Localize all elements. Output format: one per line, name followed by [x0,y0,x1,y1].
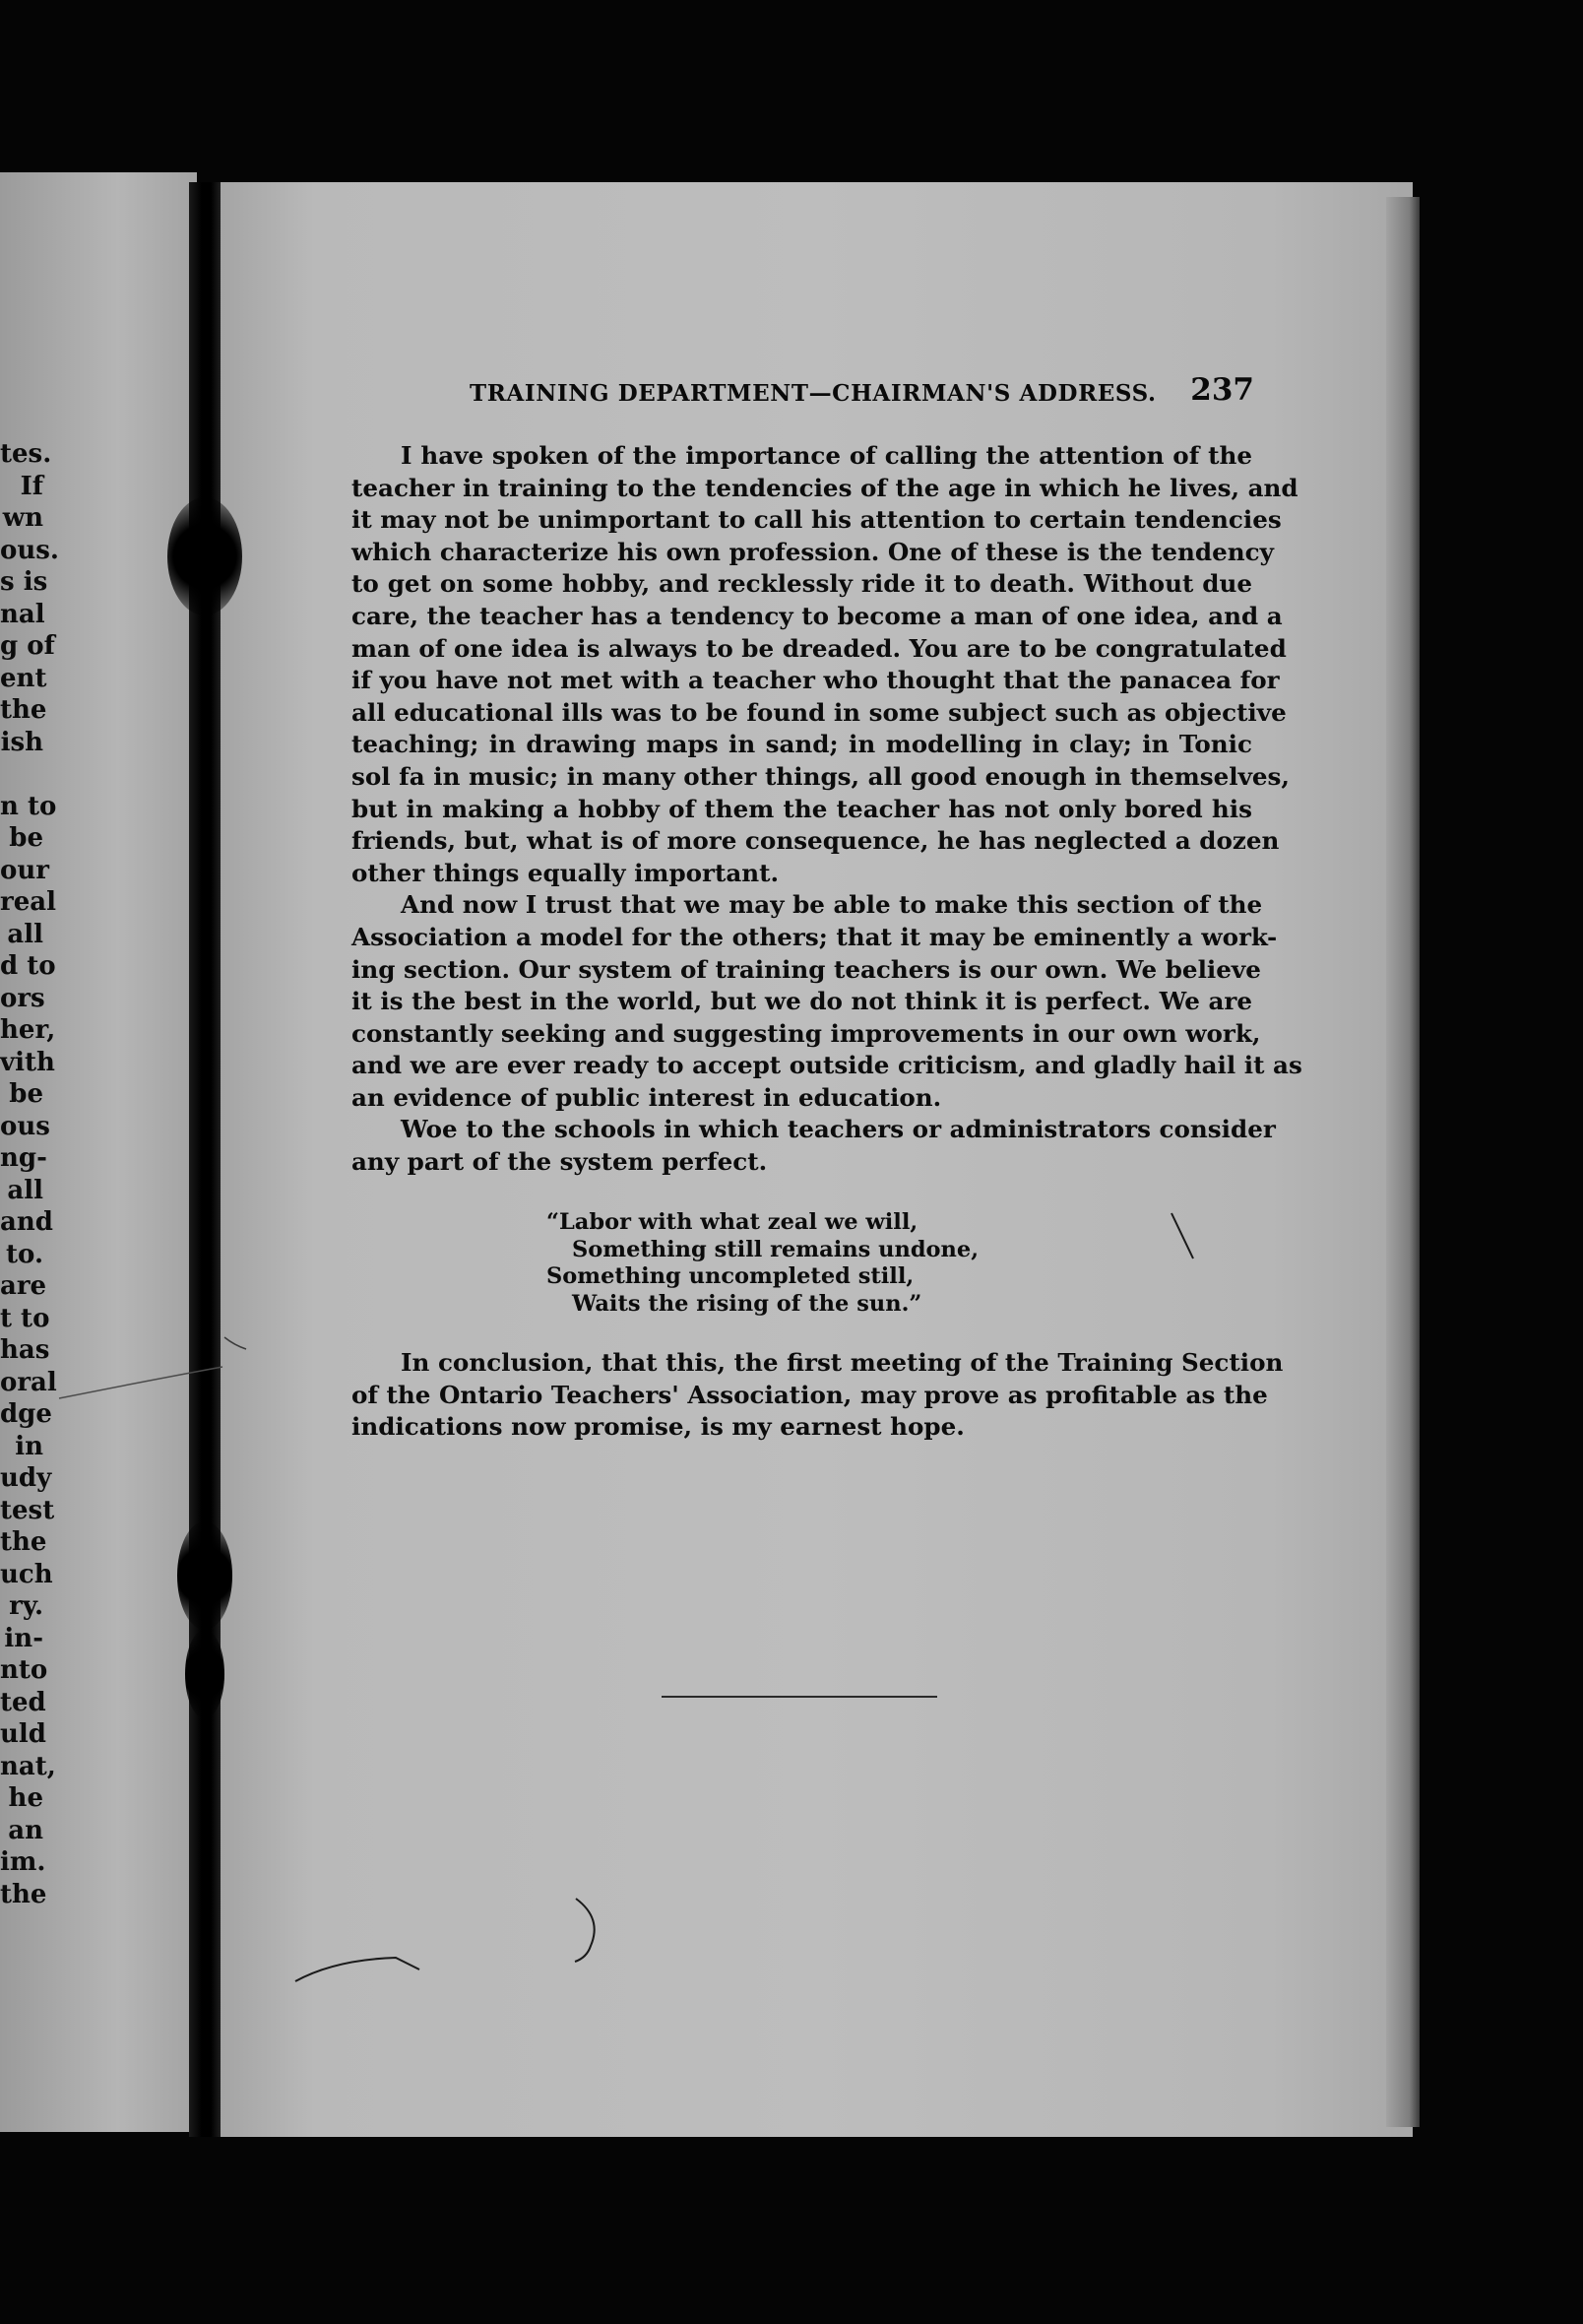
text-line: Association a model for the others; that it may be eminently a work- [351,922,1278,951]
pencil-stroke [224,1337,246,1349]
fragment-line: ted [0,1687,46,1717]
fragment-line: im. [0,1847,46,1877]
fragment-line: to. [6,1239,43,1269]
poem-line: Something still remains undone, [572,1236,980,1262]
fragment-line: If [20,471,43,501]
text-line: indications now promise, is my earnest hope. [351,1412,965,1442]
fragment-line: are [0,1271,47,1301]
fragment-line: an [8,1815,43,1845]
fragment-line: nat, [0,1751,56,1781]
pencil-stroke [295,1958,419,1981]
text-line: ing section. Our system of training teachers is our own. We believe [351,954,1261,984]
running-head-title: TRAINING DEPARTMENT—CHAIRMAN'S ADDRESS. [470,380,1157,407]
fragment-line: ous. [0,535,59,565]
fragment-line: ors [0,983,45,1013]
fragment-line: dge [0,1399,52,1429]
fragment-line: d to [0,951,56,981]
fragment-line: udy [0,1463,52,1493]
fragment-line: the [0,1527,47,1557]
fragment-line: nal [0,599,45,629]
text-line: any part of the system perfect. [351,1147,768,1177]
fragment-line: s is [0,567,48,597]
fragment-line: our [0,855,49,885]
fragment-line: ng- [0,1143,47,1173]
fragment-line: tes. [0,439,52,469]
text-line: teacher in training to the tendencies of the age in which he lives, and [351,473,1298,502]
fragment-line: vith [0,1047,55,1077]
fragment-line: be [9,823,43,853]
fragment-line: nto [0,1655,48,1685]
poem-line: “Labor with what zeal we will, [546,1209,918,1235]
text-line: constantly seeking and suggesting improvements in our own work, [351,1018,1261,1048]
text-line: it is the best in the world, but we do not think it is perfect. We are [351,987,1252,1016]
text-line: all educational ills was to be found in some subject such as objective [351,697,1287,727]
fragment-line: n to [0,791,57,821]
fragment-line: real [0,887,56,917]
fragment-line: in [15,1431,43,1461]
fragment-line: all [7,919,43,949]
pencil-stroke [59,1367,222,1398]
text-line: I have spoken of the importance of calling the attention of the [401,441,1252,470]
fragment-line: her, [0,1015,56,1045]
text-line: if you have not met with a teacher who thought that the panacea for [351,666,1280,695]
text-line: care, the teacher has a tendency to become a man of one idea, and a [351,601,1283,630]
pencil-stroke [575,1899,595,1962]
fragment-line: oral [0,1367,57,1397]
text-line: to get on some hobby, and recklessly ride it to death. Without due [351,569,1252,599]
fragment-line: he [8,1783,43,1813]
fragment-line: ry. [9,1591,43,1621]
fragment-line: wn [2,503,43,533]
fragment-line: ent [0,663,47,693]
fragment-line: all [7,1175,43,1205]
fragment-line: has [0,1335,50,1365]
text-line: other things equally important. [351,858,780,887]
fragment-line: in- [4,1623,43,1653]
poem-line: Something uncompleted still, [546,1263,915,1290]
fragment-line: ish [0,727,43,757]
text-line: In conclusion, that this, the first meeting of the Training Section [401,1348,1284,1377]
fragment-line: ous [0,1111,50,1141]
fragment-line: test [0,1495,55,1525]
fragment-line: be [9,1079,43,1109]
pencil-stroke [1171,1213,1193,1259]
page-number: 237 [1190,372,1254,408]
fragment-line: the [0,695,47,725]
text-line: which characterize his own profession. One of these is the tendency [351,537,1274,566]
text-line: man of one idea is always to be dreaded. You are to be congratulated [351,633,1287,663]
text-line: sol fa in music; in many other things, all good enough in themselves, [351,761,1290,791]
text-line: teaching; in drawing maps in sand; in modelling in clay; in Tonic [351,730,1252,759]
text-line: but in making a hobby of them the teacher has not only bored his [351,794,1252,823]
text-line: of the Ontario Teachers' Association, may prove as profitable as the [351,1380,1268,1409]
fragment-line: t to [0,1303,50,1333]
text-line: And now I trust that we may be able to make this section of the [401,890,1263,920]
fragment-line: uch [0,1559,53,1589]
fragment-line: uld [0,1719,46,1749]
text-line: friends, but, what is of more consequence, he has neglected a dozen [351,826,1280,856]
text-line: it may not be unimportant to call his attention to certain tendencies [351,505,1282,535]
text-line: and we are ever ready to accept outside criticism, and gladly hail it as [351,1051,1302,1080]
text-line: an evidence of public interest in education. [351,1082,942,1112]
fragment-line: and [0,1207,53,1237]
fragment-line: g of [0,631,55,661]
text-line: Woe to the schools in which teachers or administrators consider [401,1115,1276,1144]
fragment-line: the [0,1879,47,1909]
poem-line: Waits the rising of the sun.” [572,1290,922,1317]
